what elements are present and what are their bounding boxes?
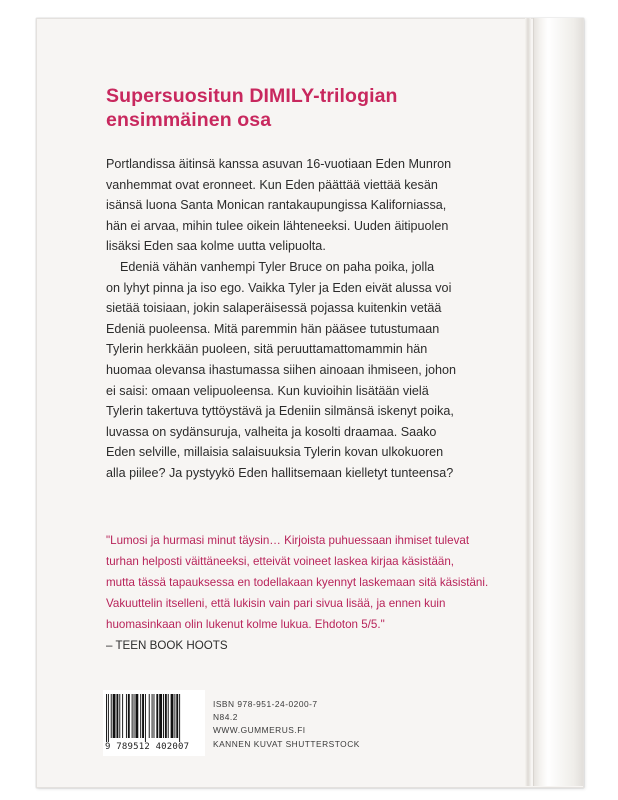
- blurb-line: alla piilee? Ja pystyykö Eden hallitsemaan kielletyt tunteensa?: [106, 465, 454, 480]
- publisher-website: WWW.GUMMERUS.FI: [213, 725, 306, 736]
- blurb-line: ei saisi: omaan velipuoleensa. Kun kuvioihin lisätään vielä: [106, 383, 429, 398]
- isbn-barcode: [103, 690, 205, 756]
- blurb-line: Tylerin herkkään puoleen, sitä peruuttamattomammin hän: [106, 342, 428, 357]
- blurb-line: luvassa on sydänsuruja, valheita ja kosolti draamaa. Saako: [106, 424, 437, 439]
- quote-line: "Lumosi ja hurmasi minut täysin… Kirjoista puhuessaan ihmiset tulevat: [106, 534, 470, 547]
- cover-heading: [106, 84, 516, 132]
- blurb-line: vanhemmat ovat eronneet. Kun Eden päättää viettää kesän: [106, 177, 438, 192]
- blurb-line: hän ei arvaa, mihin tulee oikein lähteneeksi. Uuden äitipuolen: [106, 218, 449, 233]
- blurb-line: sietää toisiaan, jokin salaperäisessä pojassa kuitenkin vetää: [106, 301, 442, 316]
- blurb-line: Edeniä puoleensa. Mitä paremmin hän pääsee tutustumaan: [106, 321, 440, 336]
- heading-line-2: ensimmäinen osa: [106, 109, 272, 131]
- publisher-info: [213, 698, 360, 751]
- blurb-line: Portlandissa äitinsä kanssa asuvan 16-vuotiaan Eden Munron: [106, 157, 452, 171]
- blurb-line: isänsä luona Santa Monican rantakaupungissa Kaliforniassa,: [106, 198, 447, 213]
- quote-line: mutta tässä tapauksessa en todellakaan kyennyt laskemaan sitä käsistäni.: [106, 576, 489, 589]
- barcode-number: 9 789512 402007: [105, 742, 190, 752]
- quote-line: turhan helposti väittäneeksi, etteivät voineet laskea kirjaa käsistään,: [106, 555, 455, 568]
- blurb-line: on lyhyt pinna ja iso ego. Vaikka Tyler ja Eden eivät alussa voi: [106, 280, 452, 295]
- barcode-icon: [105, 694, 203, 742]
- quote-source: – TEEN BOOK HOOTS: [106, 639, 228, 652]
- quote-line: Vakuuttelin itselleni, että lukisin vain pari sivua lisää, ja ennen kuin: [106, 597, 446, 610]
- book-spine: [533, 18, 583, 786]
- blurb-line: Edeniä vähän vanhempi Tyler Bruce on paha poika, jolla: [120, 259, 435, 274]
- quote-line: huomasinkaan olin lukenut kolme lukua. Ehdoton 5/5.": [106, 618, 385, 631]
- classification-text: N84.2: [213, 712, 238, 723]
- isbn-text: ISBN 978-951-24-0200-7: [213, 699, 318, 709]
- cover-credit: KANNEN KUVAT SHUTTERSTOCK: [213, 738, 360, 749]
- blurb-line: Eden selville, millaisia salaisuuksia Tylerin kovan ulkokuoren: [106, 445, 444, 460]
- review-quote: [106, 530, 526, 656]
- blurb-line: huomaa olevansa ihastumassa siihen ainoaan ihmiseen, johon: [106, 362, 457, 377]
- blurb-line: Tylerin takertuva tyttöystävä ja Edeniin silmänsä iskenyt poika,: [106, 404, 454, 419]
- heading-block: [106, 70, 516, 132]
- blurb-line: lisäksi Eden saa kolme uutta velipuolta.: [106, 239, 326, 254]
- book-blurb: [106, 154, 526, 484]
- heading-line-1: Supersuositun DIMILY-trilogian: [106, 85, 398, 107]
